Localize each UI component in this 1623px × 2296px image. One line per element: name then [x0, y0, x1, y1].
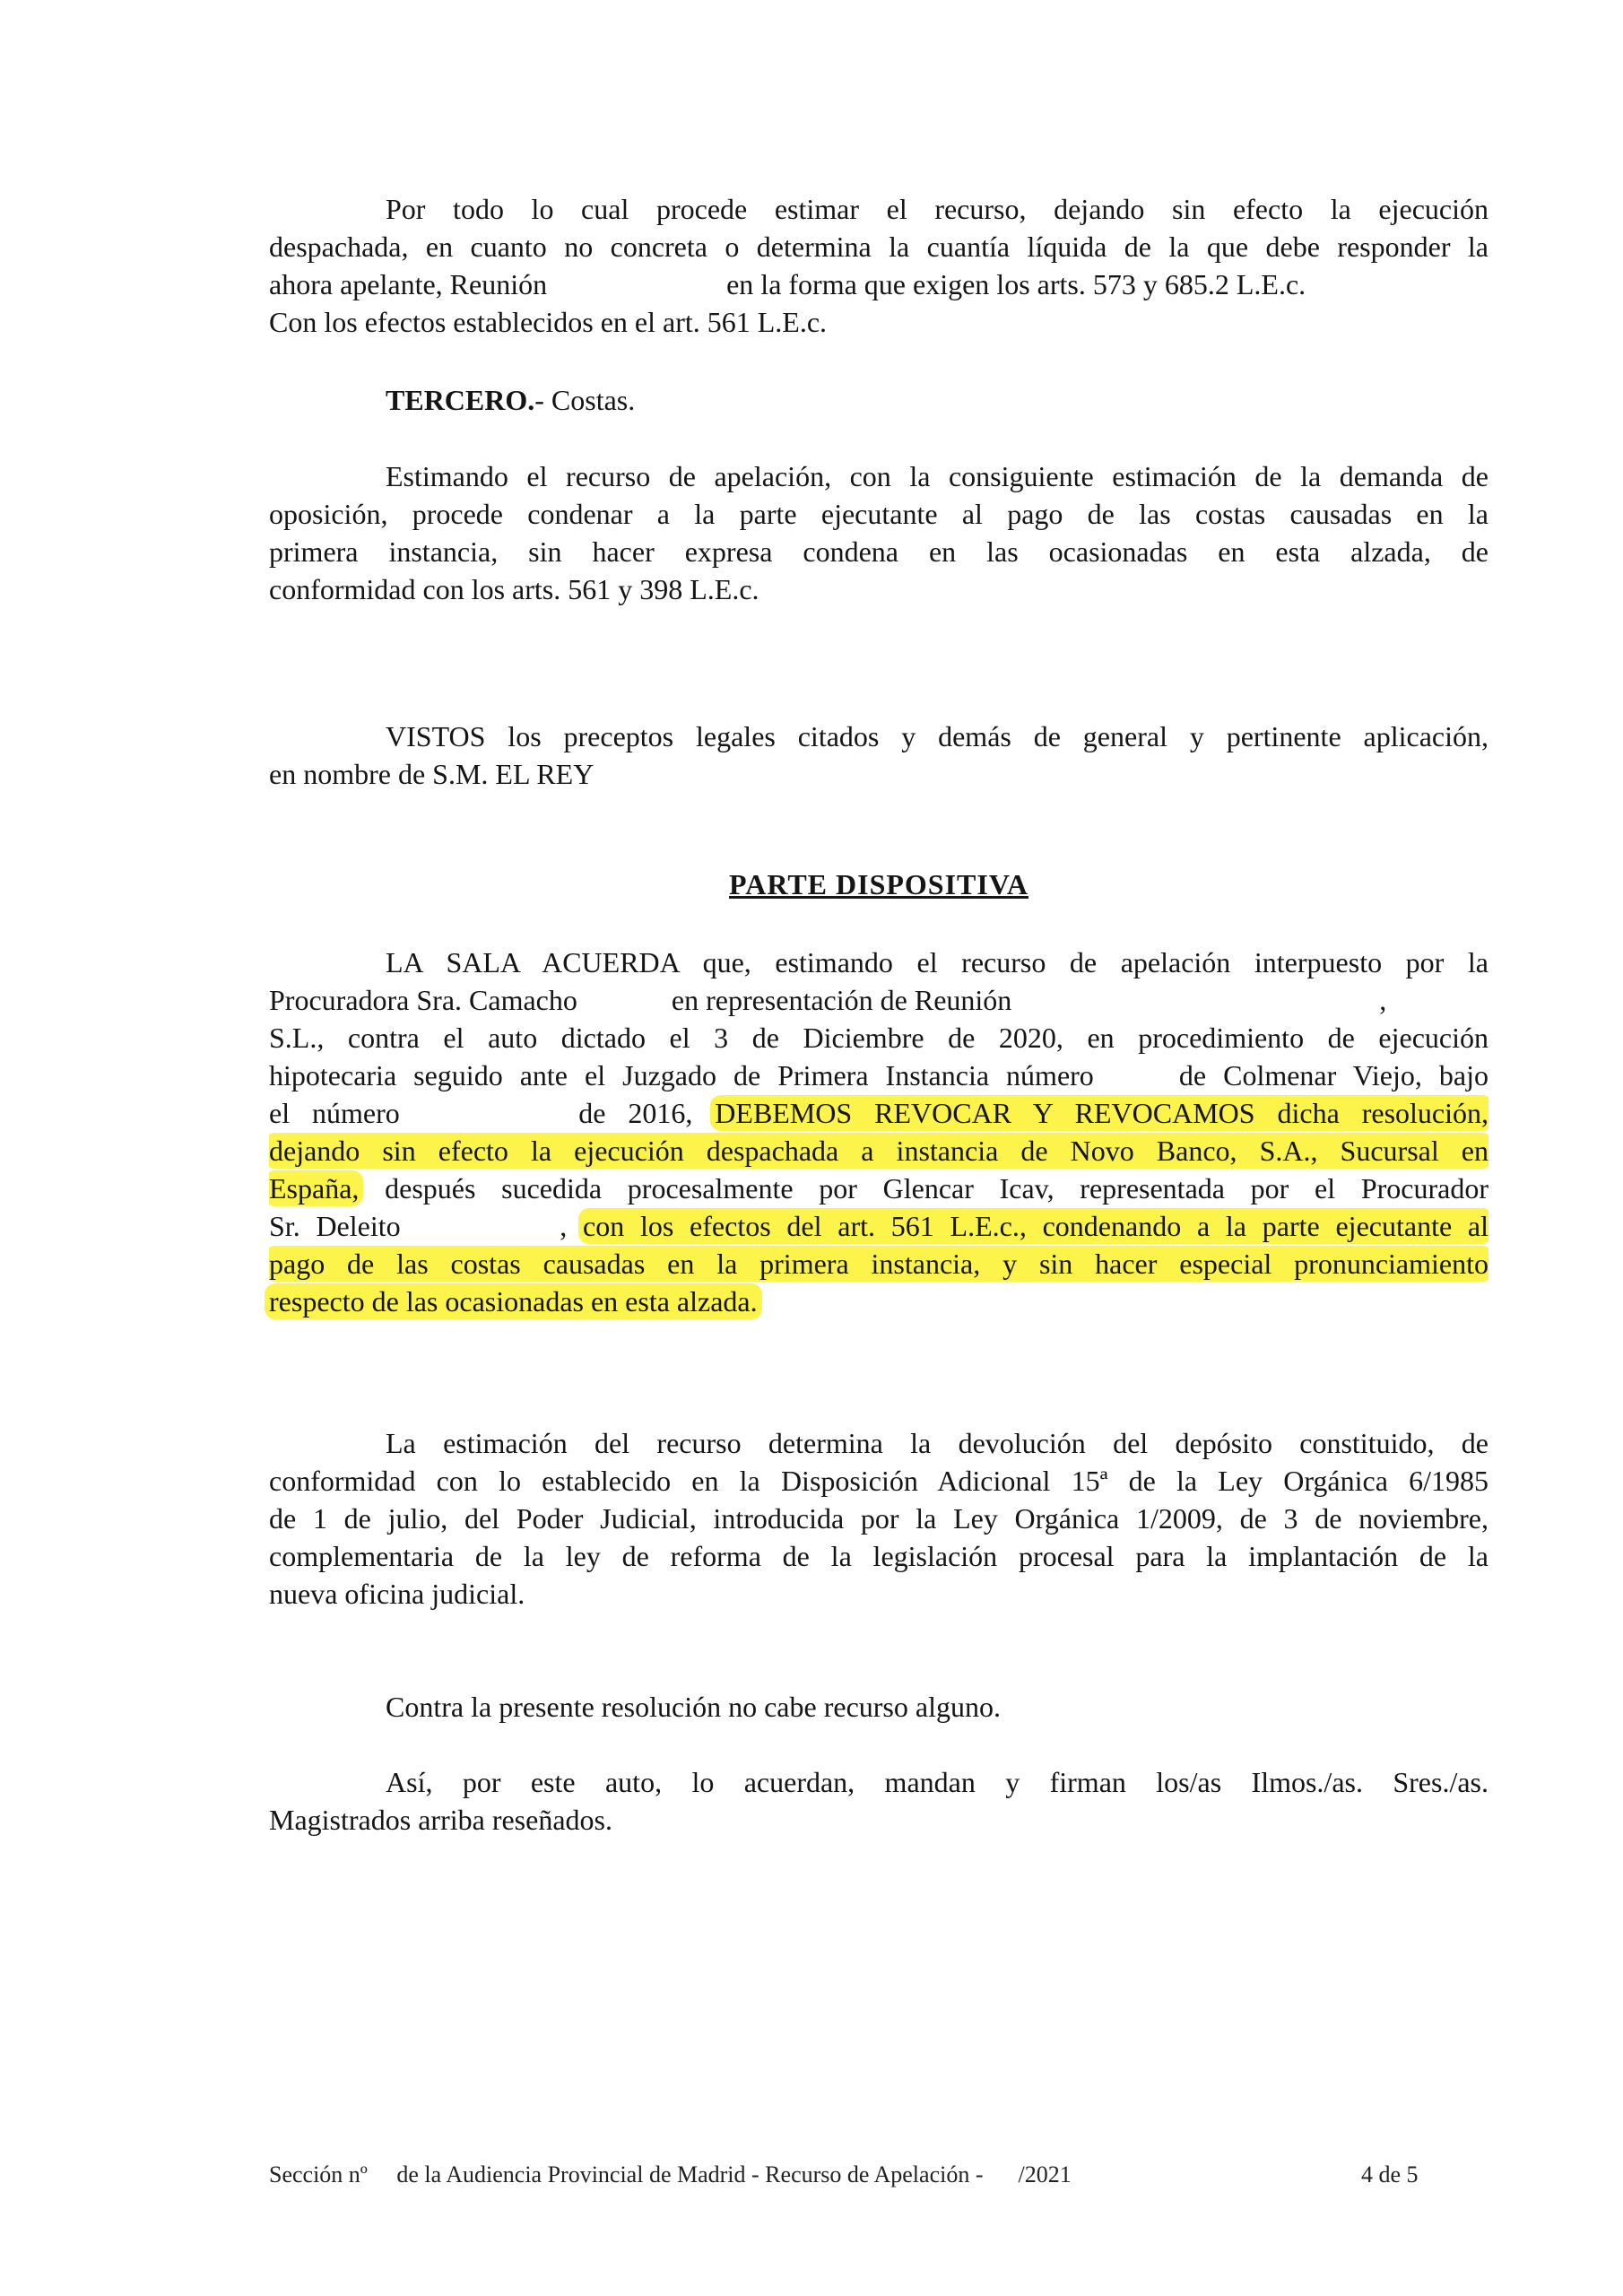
heading-rest: - Costas.	[534, 384, 636, 416]
text-line: conformidad con los arts. 561 y 398 L.E.c.	[269, 573, 759, 605]
page-number: 4 de 5	[1361, 2161, 1419, 2187]
text-line: Así, por este auto, lo acuerdan, mandan y firman los/as Ilmos./as. Sres./as.	[386, 1766, 1488, 1798]
highlighted-text: DEBEMOS REVOCAR Y REVOCAMOS dicha resolución,	[710, 1095, 1488, 1131]
text-segment: en representación de Reunión	[671, 984, 1012, 1016]
text-line: Magistrados arriba reseñados.	[269, 1804, 612, 1836]
paragraph-4	[269, 944, 1488, 1320]
text-segment: ,	[1379, 984, 1387, 1016]
section-title: PARTE DISPOSITIVA	[729, 868, 1028, 900]
text-line: hipotecaria seguido ante el Juzgado de Primera Instancia número de Colmenar Viejo, bajo	[269, 1059, 1488, 1091]
text-line: LA SALA ACUERDA que, estimando el recurso de apelación interpuesto por la	[386, 946, 1488, 978]
text-line	[269, 1094, 1488, 1132]
highlighted-text: España,	[269, 1170, 363, 1206]
text-segment: Procuradora Sra. Camacho	[269, 984, 577, 1016]
text-line	[269, 1207, 1488, 1245]
paragraph-7	[269, 1763, 1488, 1839]
text-line	[269, 981, 1488, 1019]
text-line	[269, 1132, 1488, 1170]
paragraph-5	[269, 1424, 1488, 1613]
text-line: Con los efectos establecidos en el art. 561 L.E.c.	[269, 306, 828, 338]
text-line: primera instancia, sin hacer expresa condena en las ocasionadas en esta alzada, de	[269, 535, 1488, 568]
text-line: nueva oficina judicial.	[269, 1578, 525, 1610]
text-line: Por todo lo cual procede estimar el recurso, dejando sin efecto la ejecución	[386, 193, 1488, 225]
highlighted-text: dejando sin efecto la ejecución despachada a instancia de Novo Banco, S.A., Sucursal en	[269, 1133, 1488, 1169]
text-line: de 1 de julio, del Poder Judicial, introducida por la Ley Orgánica 1/2009, de 3 de noviembre,	[269, 1502, 1488, 1535]
text-line: Contra la presente resolución no cabe recurso alguno.	[386, 1691, 1001, 1723]
text-segment: el número de 2016,	[269, 1097, 693, 1129]
text-line: complementaria de la ley de reforma de la legislación procesal para la implantación de la	[269, 1540, 1488, 1572]
heading-tercero	[269, 381, 1488, 419]
text-segment: después sucedida procesalmente por Glencar Icav, representada por el Procurador	[385, 1172, 1488, 1205]
highlighted-text: con los efectos del art. 561 L.E.c., condenando a la parte ejecutante al	[578, 1208, 1488, 1244]
text-line: S.L., contra el auto dictado el 3 de Diciembre de 2020, en procedimiento de ejecución	[269, 1022, 1488, 1054]
paragraph-3	[269, 718, 1488, 793]
text-line	[269, 1283, 1488, 1320]
heading-line	[269, 381, 1488, 419]
heading-label: TERCERO.	[386, 384, 535, 416]
text-line: despachada, en cuanto no concreta o determina la cuantía líquida de la que debe responder la	[269, 230, 1488, 263]
text-line: conformidad con lo establecido en la Disposición Adicional 15ª de la Ley Orgánica 6/1985	[269, 1465, 1488, 1497]
paragraph-1	[269, 190, 1488, 341]
highlighted-text: respecto de las ocasionadas en esta alzada.	[265, 1283, 762, 1319]
text-line: La estimación del recurso determina la devolución del depósito constituido, de	[386, 1427, 1488, 1459]
paragraph-2	[269, 457, 1488, 608]
text-line: VISTOS los preceptos legales citados y demás de general y pertinente aplicación,	[386, 720, 1488, 752]
text-line: Estimando el recurso de apelación, con la consiguiente estimación de la demanda de	[386, 460, 1488, 492]
text-line	[269, 1245, 1488, 1283]
text-line: oposición, procede condenar a la parte ejecutante al pago de las costas causadas en la	[269, 498, 1488, 530]
footer-reference: Sección nº de la Audiencia Provincial de Madrid - Recurso de Apelación - /2021	[269, 2161, 1072, 2187]
paragraph-6	[269, 1688, 1488, 1726]
text-line: en nombre de S.M. EL REY	[269, 758, 595, 790]
text-line	[269, 1170, 1488, 1207]
text-segment: Sr. Deleito ,	[269, 1210, 568, 1242]
highlighted-text: pago de las costas causadas en la primera instancia, y sin hacer especial pronunciamiento	[269, 1246, 1488, 1282]
text-line	[269, 265, 1488, 303]
text-line-content: ahora apelante, Reunión en la forma que exigen los arts. 573 y 685.2 L.E.c.	[269, 268, 1306, 300]
